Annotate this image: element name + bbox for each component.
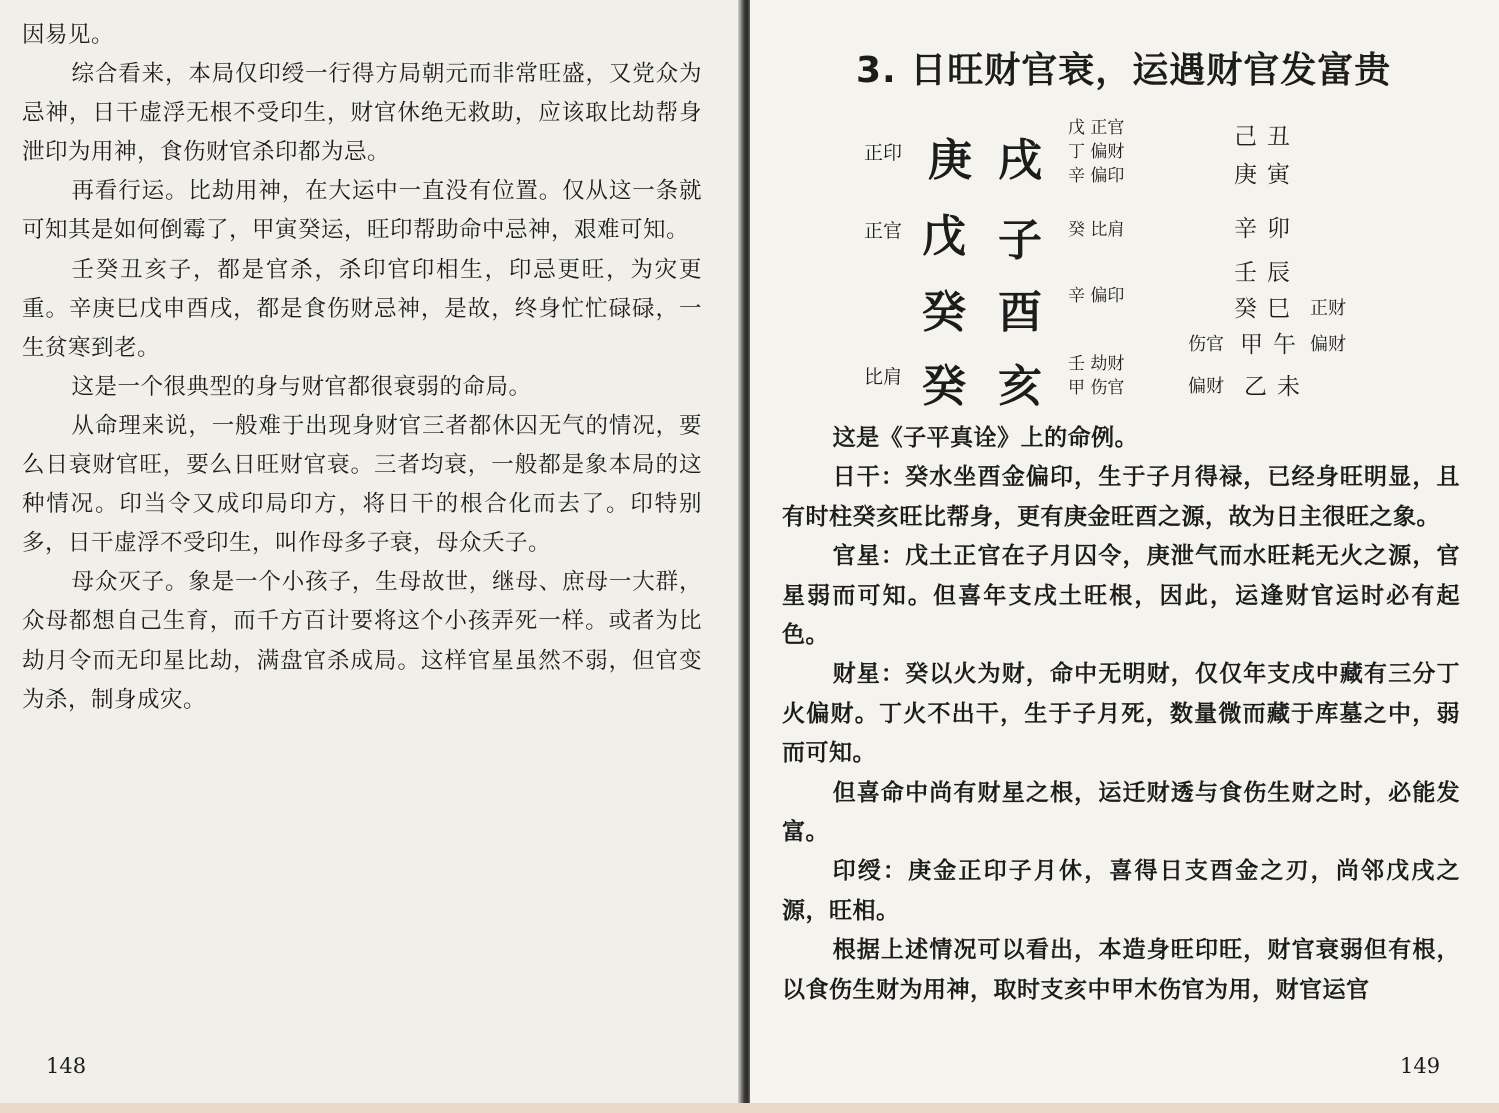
luck-pillar-note: 偏财 xyxy=(1310,334,1346,355)
paragraph: 壬癸丑亥子，都是官杀，杀印官印相生，印忌更旺，为灾更重。辛庚巳戊申酉戌，都是食伤财忌神，是故，终身忙忙碌碌，一生贫寒到老。 xyxy=(22,256,702,361)
paragraph: 因易见。 xyxy=(22,22,115,48)
paragraph: 印绶：庚金正印子月休，喜得日支酉金之刃，尚邻戊戌之源，旺相。 xyxy=(782,857,1460,924)
paragraph: 再看行运。比劫用神，在大运中一直没有位置。仅从这一条就可知其是如何倒霉了，甲寅癸运，旺印帮助命中忌神，艰难可知。 xyxy=(22,178,702,244)
pillar-branch: 子 xyxy=(998,215,1042,266)
hidden-stem: 辛 偏印 xyxy=(1068,166,1125,186)
luck-pillar: 乙未 xyxy=(1244,374,1310,400)
bazi-chart xyxy=(750,0,1499,420)
right-body-text xyxy=(782,418,1460,1009)
left-body-text xyxy=(22,16,702,720)
paragraph: 综合看来，本局仅印绶一行得方局朝元而非常旺盛，又党众为忌神，日干虚浮无根不受印生，财官休绝无救助，应该取比劫帮身泄印为用神，食伤财官杀印都为忌。 xyxy=(22,61,702,166)
pillar-stem: 癸 xyxy=(922,287,966,338)
paragraph: 财星：癸以火为财，命中无明财，仅仅年支戌中藏有三分丁火偏财。丁火不出干，生于子月死，数量微而藏于库墓之中，弱而可知。 xyxy=(782,660,1460,767)
pillar-branch: 亥 xyxy=(998,361,1042,412)
hidden-stem: 辛 偏印 xyxy=(1068,286,1125,306)
luck-pillar: 癸巳 xyxy=(1234,296,1300,322)
paragraph: 根据上述情况可以看出，本造身旺印旺，财官衰弱但有根，以食伤生财为用神，取时支亥中甲木伤官为用，财官运官 xyxy=(782,936,1460,1003)
pillar-branch: 酉 xyxy=(998,287,1042,338)
left-page xyxy=(0,0,744,1113)
pillar-stem: 庚 xyxy=(928,135,972,186)
page-bottom-edge xyxy=(0,1103,1499,1113)
right-page xyxy=(750,0,1499,1113)
paragraph: 母众灭子。象是一个小孩子，生母故世，继母、庶母一大群，众母都想自己生育，而千方百计要将这个小孩弄死一样。或者为比劫月令而无印星比劫，满盘官杀成局。这样官星虽然不弱，但官变为杀，制身成灾。 xyxy=(22,569,702,713)
paragraph: 这是《子平真诠》上的命例。 xyxy=(832,424,1139,451)
paragraph: 从命理来说，一般难于出现身财官三者都休囚无气的情况，要么日衰财官旺，要么日旺财官衰。三者均衰，一般都是象本局的这种情况。印当令又成印局印方，将日干的根合化而去了。印特别多，日干虚浮不受印生，叫作母多子衰，母众夭子。 xyxy=(22,412,702,557)
hidden-stem: 壬 劫财 xyxy=(1068,354,1125,374)
pillar-stem: 癸 xyxy=(922,361,966,412)
hidden-stem: 甲 伤官 xyxy=(1068,378,1125,398)
section-title: 3. 日旺财官衰，运遇财官发富贵 xyxy=(856,50,1392,91)
page-number: 149 xyxy=(1400,1054,1441,1078)
pillar-stem: 戊 xyxy=(922,211,966,262)
page-number: 148 xyxy=(46,1054,87,1078)
paragraph: 日干：癸水坐酉金偏印，生于子月得禄，已经身旺明显，且有时柱癸亥旺比帮身，更有庚金旺酉之源，故为日主很旺之象。 xyxy=(782,463,1460,530)
luck-pillar: 己丑 xyxy=(1234,124,1300,150)
paragraph: 但喜命中尚有财星之根，运迁财透与食伤生财之时，必能发富。 xyxy=(782,778,1460,846)
paragraph: 这是一个很典型的身与财官都很衰弱的命局。 xyxy=(71,373,532,400)
luck-pillar: 壬辰 xyxy=(1234,260,1300,286)
luck-pillar-note: 伤官 xyxy=(1188,334,1224,355)
pillar-label: 正官 xyxy=(864,220,903,242)
hidden-stem: 丁 偏财 xyxy=(1068,142,1125,162)
luck-pillar: 甲午 xyxy=(1240,332,1306,358)
pillar-branch: 戌 xyxy=(998,135,1042,186)
luck-pillar: 辛卯 xyxy=(1234,216,1300,242)
luck-pillar-note: 正财 xyxy=(1310,298,1346,319)
paragraph: 官星：戊土正官在子月囚令，庚泄气而水旺耗无火之源，官星弱而可知。但喜年支戌土旺根，因此，运逢财官运时必有起色。 xyxy=(782,542,1460,649)
pillar-label: 正印 xyxy=(864,142,903,164)
luck-pillar: 庚寅 xyxy=(1234,162,1300,188)
hidden-stem: 癸 比肩 xyxy=(1068,220,1125,240)
pillar-label: 比肩 xyxy=(864,366,903,388)
luck-pillar-note: 偏财 xyxy=(1188,376,1224,397)
hidden-stem: 戊 正官 xyxy=(1068,118,1125,138)
